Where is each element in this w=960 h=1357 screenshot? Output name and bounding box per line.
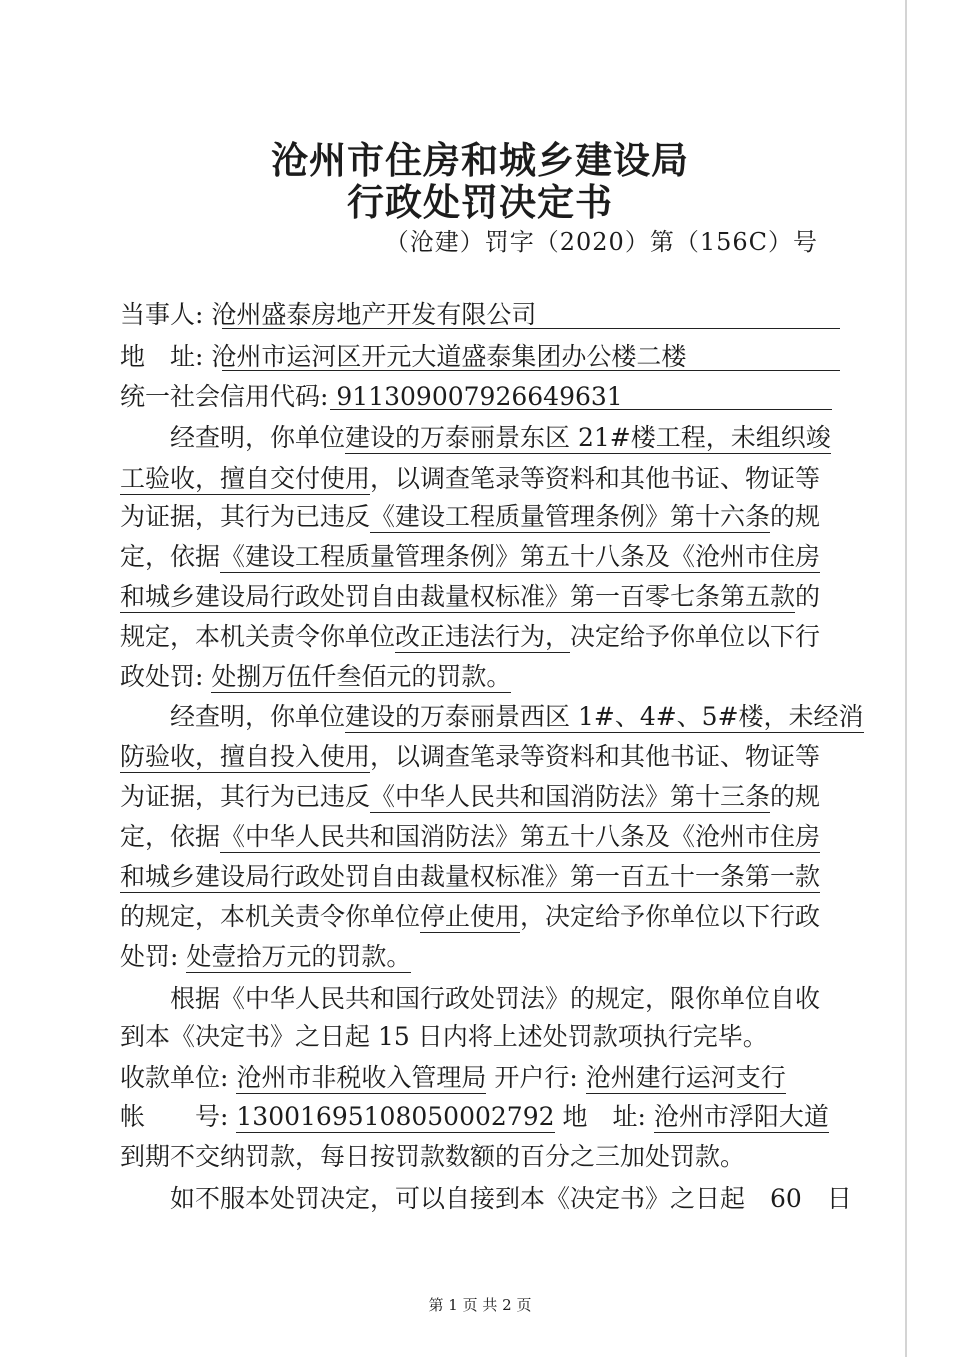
underline: [222, 328, 840, 329]
payment-address: 沧州市浮阳大道: [653, 1102, 829, 1131]
para2-line2: 防验收，擅自投入使用，以调查笔录等资料和其他书证、物证等: [120, 742, 821, 771]
payee-label: 收款单位:: [120, 1063, 229, 1092]
bank-label: 开户行:: [494, 1063, 578, 1092]
para1-line5: 和城乡建设局行政处罚自由裁量权标准》第一百零七条第五款的: [120, 582, 821, 611]
para3-line1: 根据《中华人民共和国行政处罚法》的规定，限你单位自收: [170, 984, 821, 1013]
doc-number: （沧建）罚字（2020）第（156C）号: [384, 228, 818, 256]
party-address-row: [120, 340, 840, 374]
party-code: 911309007926649631: [336, 382, 623, 411]
para1-line4: 定，依据《建设工程质量管理条例》第五十八条及《沧州市住房: [120, 542, 821, 571]
para1-line2: 工验收，擅自交付使用，以调查笔录等资料和其他书证、物证等: [120, 464, 821, 493]
para2-line7: 处罚: 处壹拾万元的罚款。: [120, 942, 412, 971]
addr-label: 地 址:: [562, 1102, 646, 1131]
para2-line6: 的规定，本机关责令你单位停止使用，决定给予你单位以下行政: [120, 902, 821, 931]
underline: [222, 370, 840, 371]
doc-title: 行政处罚决定书: [347, 180, 613, 224]
para1-line7: 政处罚: 处捌万伍仟叁佰元的罚款。: [120, 662, 512, 691]
payment-row-1: [120, 1061, 840, 1095]
para2-line5: 和城乡建设局行政处罚自由裁量权标准》第一百五十一条第一款: [120, 862, 821, 891]
para2-line1: 经查明，你单位建设的万泰丽景西区 1#、4#、5#楼，未经消: [170, 702, 864, 731]
para1-line3: 为证据，其行为已违反《建设工程质量管理条例》第十六条的规: [120, 502, 821, 531]
para1-line1: 经查明，你单位建设的万泰丽景东区 21#楼工程，未组织竣: [170, 423, 831, 452]
account: 13001695108050002792: [236, 1102, 555, 1131]
party-address-label: 地 址:: [120, 342, 204, 371]
party-name-label: 当事人:: [120, 300, 204, 329]
payment-row-2: [120, 1100, 840, 1134]
para1-line6: 规定，本机关责令你单位改正违法行为，决定给予你单位以下行: [120, 622, 821, 651]
underline: [330, 409, 832, 410]
party-code-label: 统一社会信用代码:: [120, 382, 329, 411]
account-label: 帐 号:: [120, 1102, 229, 1131]
party-name-row: [120, 298, 840, 332]
para3-line2: 到本《决定书》之日起 15 日内将上述处罚款项执行完毕。: [120, 1022, 768, 1051]
party-name: 沧州盛泰房地产开发有限公司: [211, 300, 537, 329]
org-title: 沧州市住房和城乡建设局: [271, 138, 689, 182]
para2-line4: 定，依据《中华人民共和国消防法》第五十八条及《沧州市住房: [120, 822, 821, 851]
party-address: 沧州市运河区开元大道盛泰集团办公楼二楼: [211, 342, 687, 371]
penalty-note: 到期不交纳罚款，每日按罚款数额的百分之三加处罚款。: [120, 1142, 746, 1171]
payee: 沧州市非税收入管理局: [236, 1063, 487, 1092]
page-footer: 第 1 页 共 2 页: [428, 1296, 532, 1314]
appeal-note: 如不服本处罚决定，可以自接到本《决定书》之日起 60 日: [170, 1184, 852, 1213]
bank: 沧州建行运河支行: [585, 1063, 786, 1092]
para2-line3: 为证据，其行为已违反《中华人民共和国消防法》第十三条的规: [120, 782, 821, 811]
